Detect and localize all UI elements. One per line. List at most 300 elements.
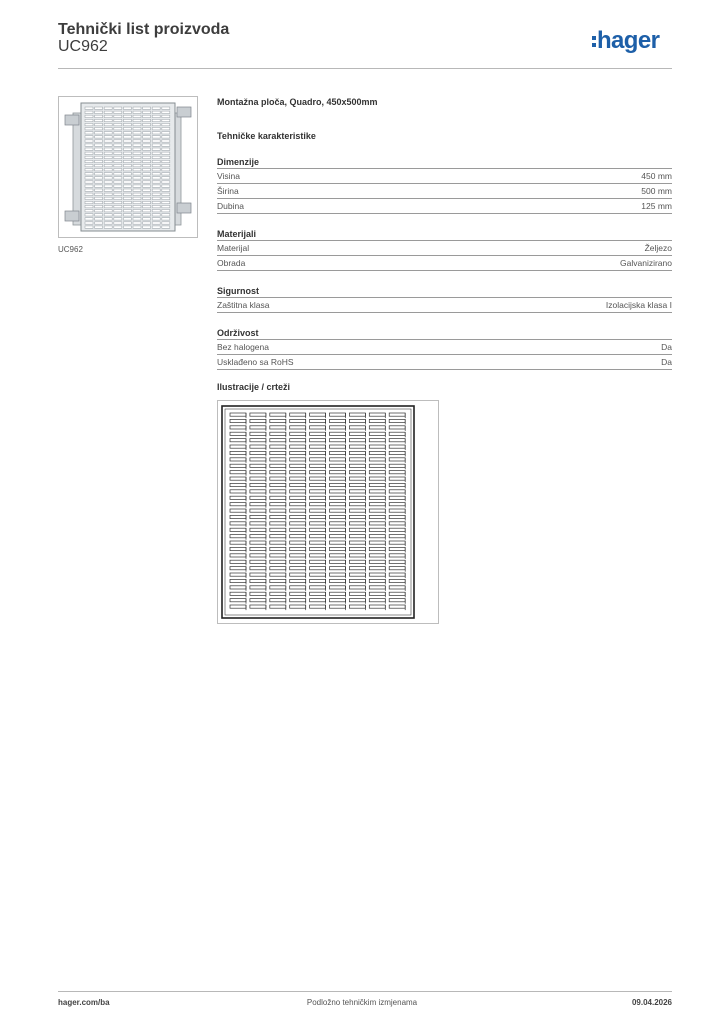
- plate-slot: [114, 111, 122, 113]
- plate-slot: [123, 189, 131, 191]
- plate-slot: [104, 185, 112, 187]
- plate-slot: [123, 169, 131, 171]
- plate-slot: [143, 218, 151, 220]
- plate-slot: [85, 210, 93, 212]
- plate-slot: [162, 140, 170, 142]
- plate-slot: [104, 115, 112, 117]
- plate-slot: [123, 132, 131, 134]
- plate-slot: [95, 152, 103, 154]
- plate-slot: [123, 226, 131, 228]
- plate-slot: [104, 164, 112, 166]
- plate-slot: [162, 218, 170, 220]
- plate-slot: [85, 164, 93, 166]
- plate-slot: [95, 205, 103, 207]
- plate-slot: [114, 148, 122, 150]
- plate-slot: [162, 107, 170, 109]
- plate-slot: [162, 197, 170, 199]
- plate-slot: [133, 169, 141, 171]
- plate-slot: [104, 132, 112, 134]
- plate-slot: [133, 193, 141, 195]
- plate-slot: [114, 189, 122, 191]
- plate-slot: [162, 111, 170, 113]
- plate-slot: [95, 210, 103, 212]
- mounting-plate-photo-icon: [59, 97, 197, 237]
- plate-slot: [104, 173, 112, 175]
- plate-slot: [143, 140, 151, 142]
- product-photo: [58, 96, 198, 238]
- plate-slot: [162, 169, 170, 171]
- plate-slot: [162, 210, 170, 212]
- header-divider: [58, 68, 672, 69]
- plate-slot: [152, 132, 160, 134]
- plate-slot: [114, 193, 122, 195]
- plate-slot: [95, 226, 103, 228]
- plate-slot: [143, 205, 151, 207]
- plate-slot: [143, 123, 151, 125]
- plate-slot: [104, 123, 112, 125]
- illustrations-title: Ilustracije / crteži: [217, 382, 291, 392]
- plate-slot: [95, 185, 103, 187]
- plate-slot: [123, 136, 131, 138]
- plate-slot: [152, 152, 160, 154]
- plate-slot: [104, 148, 112, 150]
- plate-slot: [85, 189, 93, 191]
- tech-characteristics-heading: Tehničke karakteristike: [217, 131, 316, 141]
- plate-slot: [162, 128, 170, 130]
- plate-slot: [95, 160, 103, 162]
- plate-slot: [104, 201, 112, 203]
- spec-row: [217, 199, 672, 214]
- plate-slot: [162, 193, 170, 195]
- plate-slot: [85, 128, 93, 130]
- plate-slot: [133, 136, 141, 138]
- plate-slot: [104, 193, 112, 195]
- plate-slot: [114, 136, 122, 138]
- plate-slot: [104, 177, 112, 179]
- plate-slot: [114, 164, 122, 166]
- technical-drawing: [217, 400, 439, 624]
- plate-slot: [162, 132, 170, 134]
- plate-slot: [152, 119, 160, 121]
- plate-slot: [152, 218, 160, 220]
- plate-slot: [123, 193, 131, 195]
- plate-slot: [95, 140, 103, 142]
- plate-slot: [162, 189, 170, 191]
- section-sigurnost: [217, 285, 672, 313]
- plate-slot: [85, 123, 93, 125]
- plate-slot: [152, 181, 160, 183]
- plate-slot: [104, 210, 112, 212]
- spec-row: [217, 241, 672, 256]
- plate-slot: [114, 197, 122, 199]
- plate-slot: [95, 193, 103, 195]
- plate-slot: [133, 210, 141, 212]
- plate-slot: [104, 205, 112, 207]
- plate-slot: [133, 205, 141, 207]
- plate-slot: [85, 222, 93, 224]
- plate-slot: [143, 111, 151, 113]
- plate-slot: [162, 123, 170, 125]
- plate-slot: [143, 173, 151, 175]
- plate-slot: [114, 222, 122, 224]
- plate-slot: [152, 222, 160, 224]
- plate-slot: [143, 185, 151, 187]
- plate-slot: [123, 156, 131, 158]
- plate-slot: [123, 144, 131, 146]
- plate-slot: [114, 205, 122, 207]
- plate-slot: [85, 218, 93, 220]
- plate-slot: [133, 140, 141, 142]
- plate-slot: [104, 160, 112, 162]
- plate-slot: [114, 181, 122, 183]
- plate-slot: [114, 140, 122, 142]
- plate-slot: [152, 136, 160, 138]
- plate-slot: [114, 160, 122, 162]
- plate-slot: [123, 152, 131, 154]
- plate-slot: [143, 197, 151, 199]
- hager-logo: [592, 28, 659, 56]
- plate-slot: [123, 197, 131, 199]
- plate-slot: [114, 152, 122, 154]
- plate-slot: [152, 197, 160, 199]
- spec-label: Dubina: [217, 201, 244, 211]
- plate-slot: [133, 107, 141, 109]
- plate-slot: [143, 210, 151, 212]
- plate-slot: [95, 173, 103, 175]
- footer-date: 09.04.2026: [631, 998, 672, 1007]
- plate-slot: [152, 115, 160, 117]
- spec-value: Galvanizirano: [620, 258, 672, 268]
- plate-slot: [114, 226, 122, 228]
- plate-slot: [104, 144, 112, 146]
- plate-slot: [133, 144, 141, 146]
- plate-slot: [152, 177, 160, 179]
- plate-slot: [143, 152, 151, 154]
- spec-row: [217, 256, 672, 271]
- plate-slot: [95, 119, 103, 121]
- plate-slot: [162, 156, 170, 158]
- plate-slot: [85, 144, 93, 146]
- plate-slot: [152, 148, 160, 150]
- plate-slot: [162, 119, 170, 121]
- plate-slot: [85, 152, 93, 154]
- plate-slot: [143, 128, 151, 130]
- spec-value: Da: [661, 342, 672, 352]
- plate-slot: [104, 140, 112, 142]
- plate-slot: [133, 218, 141, 220]
- spec-label: Materijal: [217, 243, 250, 253]
- section-odrzivost: [217, 327, 672, 370]
- plate-slot: [133, 156, 141, 158]
- plate-slot: [123, 177, 131, 179]
- section-dimenzije: [217, 156, 672, 214]
- plate-slot: [152, 189, 160, 191]
- plate-slot: [133, 226, 141, 228]
- product-code: UC962: [58, 38, 108, 55]
- plate-slot: [104, 197, 112, 199]
- spec-row: [217, 355, 672, 370]
- plate-slot: [95, 136, 103, 138]
- plate-slot: [123, 218, 131, 220]
- plate-slot: [85, 205, 93, 207]
- spec-label: Usklađeno sa RoHS: [217, 357, 294, 367]
- plate-slot: [162, 205, 170, 207]
- plate-slot: [143, 144, 151, 146]
- plate-slot: [123, 119, 131, 121]
- spec-content: [217, 96, 672, 370]
- plate-slot: [133, 164, 141, 166]
- plate-slot: [114, 132, 122, 134]
- plate-slot: [85, 181, 93, 183]
- plate-slot: [162, 160, 170, 162]
- plate-slot: [114, 169, 122, 171]
- plate-slot: [95, 218, 103, 220]
- spec-value: 125 mm: [641, 201, 672, 211]
- plate-slot: [123, 115, 131, 117]
- photo-caption: UC962: [58, 245, 83, 254]
- plate-slot: [85, 119, 93, 121]
- plate-slot: [85, 136, 93, 138]
- plate-slot: [123, 205, 131, 207]
- plate-slot: [123, 210, 131, 212]
- plate-slot: [162, 226, 170, 228]
- spec-label: Visina: [217, 171, 240, 181]
- section-title: Sigurnost: [217, 285, 672, 298]
- plate-slot: [104, 119, 112, 121]
- plate-slot: [133, 222, 141, 224]
- plate-slot: [143, 132, 151, 134]
- plate-slot: [123, 201, 131, 203]
- plate-slot: [133, 148, 141, 150]
- spec-value: Željezo: [644, 243, 672, 253]
- plate-slot: [95, 189, 103, 191]
- plate-slot: [114, 144, 122, 146]
- plate-slot: [123, 173, 131, 175]
- plate-slot: [85, 169, 93, 171]
- plate-slot: [133, 201, 141, 203]
- plate-slot: [114, 107, 122, 109]
- plate-slot: [133, 197, 141, 199]
- plate-slot: [95, 181, 103, 183]
- plate-slot: [114, 156, 122, 158]
- plate-slot: [133, 152, 141, 154]
- spec-row: [217, 298, 672, 313]
- plate-slot: [85, 156, 93, 158]
- plate-slot: [152, 140, 160, 142]
- plate-slot: [114, 218, 122, 220]
- plate-slot: [104, 169, 112, 171]
- spec-row: [217, 184, 672, 199]
- plate-slot: [85, 107, 93, 109]
- plate-slot: [104, 181, 112, 183]
- plate-slot: [152, 185, 160, 187]
- plate-slot: [95, 123, 103, 125]
- plate-slot: [143, 115, 151, 117]
- plate-slot: [143, 214, 151, 216]
- plate-slot: [143, 160, 151, 162]
- plate-slot: [162, 177, 170, 179]
- mounting-plate-drawing-icon: [218, 401, 438, 623]
- plate-slot: [85, 214, 93, 216]
- plate-slot: [123, 111, 131, 113]
- plate-slot: [152, 169, 160, 171]
- plate-slot: [85, 226, 93, 228]
- plate-slot: [104, 218, 112, 220]
- plate-slot: [162, 185, 170, 187]
- plate-slot: [162, 214, 170, 216]
- plate-slot: [114, 201, 122, 203]
- plate-slot: [152, 173, 160, 175]
- plate-slot: [133, 160, 141, 162]
- plate-slot: [104, 214, 112, 216]
- plate-slot: [85, 111, 93, 113]
- footer-website[interactable]: hager.com/ba: [58, 998, 110, 1007]
- plate-slot: [152, 193, 160, 195]
- plate-slot: [133, 128, 141, 130]
- spec-value: 450 mm: [641, 171, 672, 181]
- plate-slot: [114, 115, 122, 117]
- plate-slot: [114, 173, 122, 175]
- spec-label: Obrada: [217, 258, 246, 268]
- plate-slot: [143, 189, 151, 191]
- plate-slot: [152, 210, 160, 212]
- plate-slot: [123, 123, 131, 125]
- plate-slot: [143, 136, 151, 138]
- spec-label: Zaštitna klasa: [217, 300, 270, 310]
- plate-slot: [143, 156, 151, 158]
- plate-slot: [162, 173, 170, 175]
- plate-slot: [114, 123, 122, 125]
- plate-slot: [152, 111, 160, 113]
- plate-slot: [162, 115, 170, 117]
- plate-slot: [162, 152, 170, 154]
- document-title: Tehnički list proizvoda: [58, 21, 230, 38]
- spec-value: Da: [661, 357, 672, 367]
- plate-slot: [152, 128, 160, 130]
- plate-slot: [104, 189, 112, 191]
- plate-slot: [95, 144, 103, 146]
- plate-slot: [104, 226, 112, 228]
- plate-slot: [162, 136, 170, 138]
- plate-slot: [133, 119, 141, 121]
- plate-slot: [104, 111, 112, 113]
- plate-slot: [85, 193, 93, 195]
- plate-slot: [123, 164, 131, 166]
- section-title: Održivost: [217, 327, 672, 340]
- plate-slot: [114, 214, 122, 216]
- plate-slot: [152, 226, 160, 228]
- plate-slot: [152, 156, 160, 158]
- plate-slot: [152, 205, 160, 207]
- footer-divider: [58, 991, 672, 992]
- plate-slot: [162, 222, 170, 224]
- plate-slot: [152, 214, 160, 216]
- plate-slot: [152, 123, 160, 125]
- plate-slot: [114, 128, 122, 130]
- plate-slot: [143, 164, 151, 166]
- plate-slot: [143, 226, 151, 228]
- plate-slot: [114, 185, 122, 187]
- plate-slot: [104, 128, 112, 130]
- plate-slot: [162, 181, 170, 183]
- plate-slot: [95, 107, 103, 109]
- section-title: Materijali: [217, 228, 672, 241]
- plate-slot: [85, 115, 93, 117]
- plate-slot: [95, 156, 103, 158]
- plate-slot: [85, 173, 93, 175]
- plate-slot: [85, 197, 93, 199]
- plate-slot: [162, 201, 170, 203]
- plate-slot: [133, 115, 141, 117]
- plate-slot: [133, 173, 141, 175]
- plate-slot: [143, 181, 151, 183]
- plate-slot: [95, 164, 103, 166]
- plate-slot: [85, 160, 93, 162]
- plate-slot: [85, 132, 93, 134]
- plate-slot: [133, 177, 141, 179]
- plate-slot: [104, 107, 112, 109]
- plate-slot: [152, 201, 160, 203]
- plate-slot: [133, 214, 141, 216]
- plate-slot: [95, 197, 103, 199]
- plate-slot: [152, 144, 160, 146]
- plate-slot: [104, 152, 112, 154]
- plate-slot: [85, 148, 93, 150]
- spec-label: Bez halogena: [217, 342, 269, 352]
- plate-slot: [143, 169, 151, 171]
- plate-slot: [143, 107, 151, 109]
- plate-slot: [95, 115, 103, 117]
- plate-slot: [143, 201, 151, 203]
- logo-colon-icon: [592, 36, 596, 47]
- plate-slot: [95, 201, 103, 203]
- plate-slot: [123, 140, 131, 142]
- plate-slot: [104, 156, 112, 158]
- plate-slot: [123, 160, 131, 162]
- plate-slot: [162, 144, 170, 146]
- section-title: Dimenzije: [217, 156, 672, 169]
- plate-slot: [123, 128, 131, 130]
- plate-slot: [114, 210, 122, 212]
- plate-slot: [85, 201, 93, 203]
- plate-slot: [123, 222, 131, 224]
- plate-slot: [123, 148, 131, 150]
- plate-slot: [104, 222, 112, 224]
- product-name: Montažna ploča, Quadro, 450x500mm: [217, 97, 378, 107]
- plate-slot: [133, 111, 141, 113]
- plate-slot: [152, 160, 160, 162]
- plate-slot: [95, 128, 103, 130]
- plate-slot: [95, 177, 103, 179]
- section-materijali: [217, 228, 672, 271]
- plate-slot: [133, 181, 141, 183]
- plate-slot: [123, 107, 131, 109]
- plate-slot: [85, 185, 93, 187]
- spec-row: [217, 340, 672, 355]
- plate-slot: [143, 222, 151, 224]
- plate-slot: [133, 132, 141, 134]
- plate-slot: [123, 181, 131, 183]
- spec-label: Širina: [217, 186, 239, 196]
- plate-slot: [95, 148, 103, 150]
- plate-slot: [143, 193, 151, 195]
- plate-slot: [95, 111, 103, 113]
- plate-slot: [123, 214, 131, 216]
- plate-slot: [85, 177, 93, 179]
- plate-slot: [114, 119, 122, 121]
- plate-slot: [143, 177, 151, 179]
- plate-slot: [95, 169, 103, 171]
